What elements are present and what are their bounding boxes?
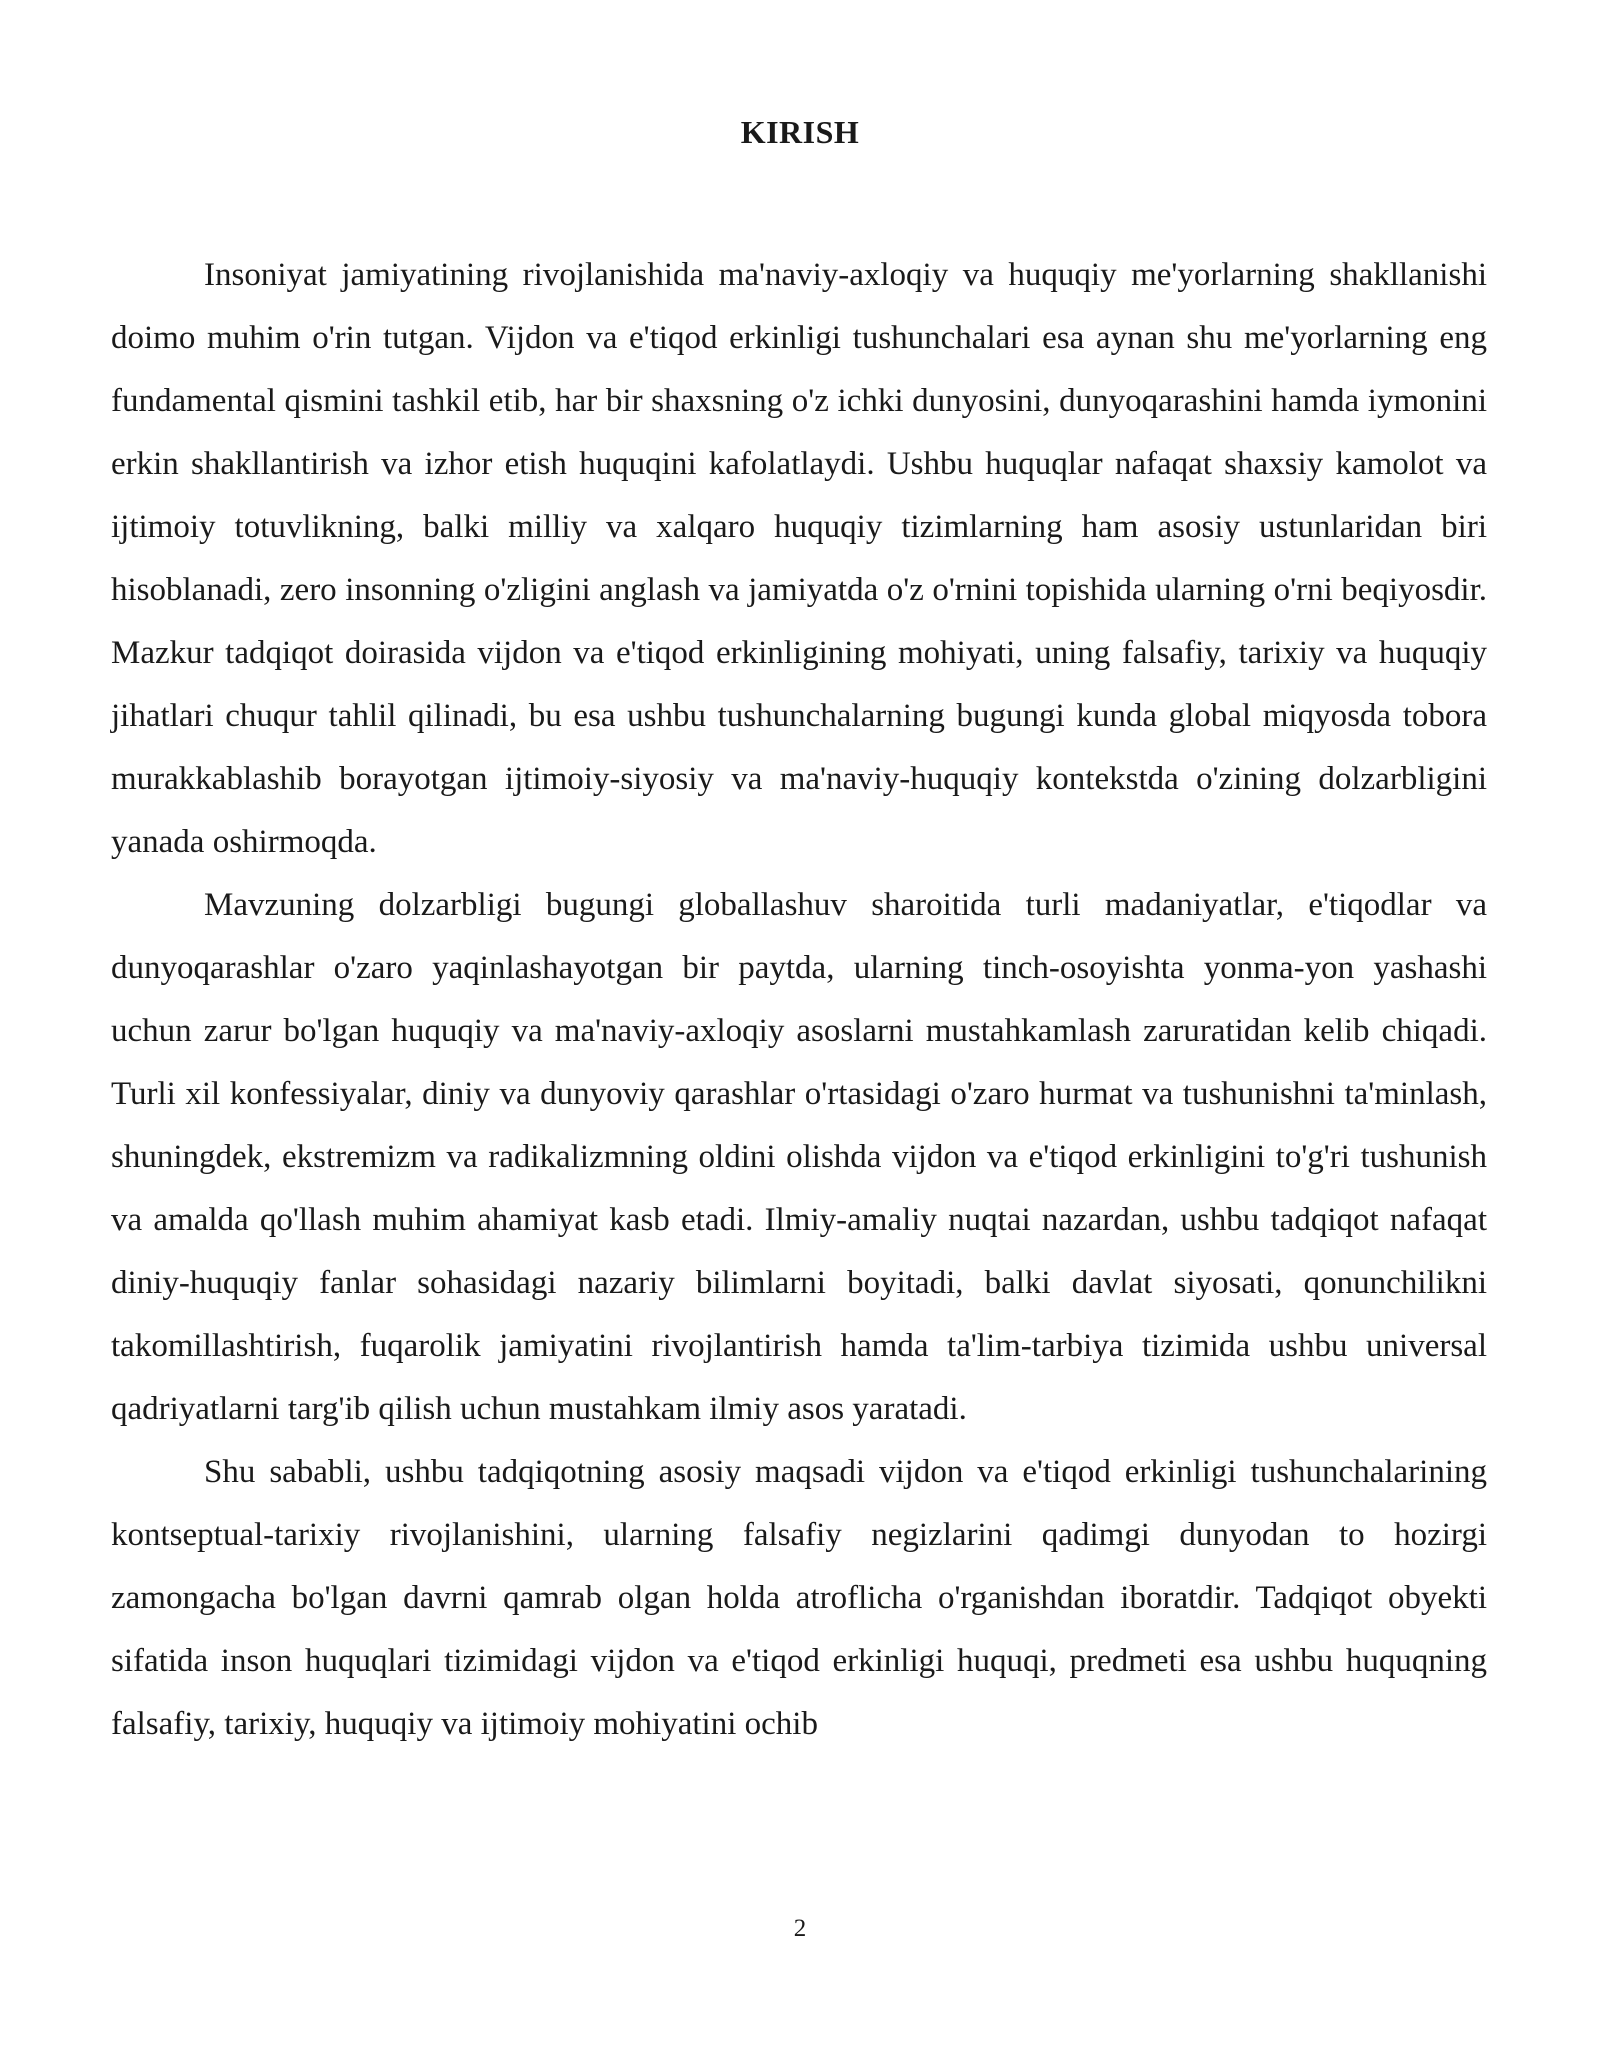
page-heading: KIRISH bbox=[740, 114, 860, 150]
page-number: 2 bbox=[793, 1915, 807, 1942]
body-text bbox=[111, 244, 1487, 1756]
paragraph-2: Mavzuning dolzarbligi bugungi globallashuv sharoitida turli madaniyatlar, e'tiqodlar va dunyoqarashlar o'zaro yaqinlashayotgan bir paytda, ularning tinch-osoyishta yonma-yon yashashi uchun zarur bo'lgan huquqiy va ma'naviy-axloqiy asoslarni mustahkamlash zaruratidan kelib chiqadi. Turli xil konfessiyalar, diniy va dunyoviy qarashlar o'rtasidagi o'zaro hurmat va tushunishni ta'minlash, shuningdek, ekstremizm va radikalizmning oldini olishda vijdon va e'tiqod erkinligini to'g'ri tushunish va amalda qo'llash muhim ahamiyat kasb etadi. Ilmiy-amaliy nuqtai nazardan, ushbu tadqiqot nafaqat diniy-huquqiy fanlar sohasidagi nazariy bilimlarni boyitadi, balki davlat siyosati, qonunchilikni takomillashtirish, fuqarolik jamiyatini rivojlantirish hamda ta'lim-tarbiya tizimida ushbu universal qadriyatlarni targ'ib qilish uchun mustahkam ilmiy asos yaratadi. bbox=[111, 887, 1487, 1427]
paragraph-1: Insoniyat jamiyatining rivojlanishida ma'naviy-axloqiy va huquqiy me'yorlarning shakllanishi doimo muhim o'rin tutgan. Vijdon va e'tiqod erkinligi tushunchalari esa aynan shu me'yorlarning eng fundamental qismini tashkil etib, har bir shaxsning o'z ichki dunyosini, dunyoqarashini hamda iymonini erkin shakllantirish va izhor etish huquqini kafolatlaydi. Ushbu huquqlar nafaqat shaxsiy kamolot va ijtimoiy totuvlikning, balki milliy va xalqaro huquqiy tizimlarning ham asosiy ustunlaridan biri hisoblanadi, zero insonning o'zligini anglash va jamiyatda o'z o'rnini topishida ularning o'rni beqiyosdir. Mazkur tadqiqot doirasida vijdon va e'tiqod erkinligining mohiyati, uning falsafiy, tarixiy va huquqiy jihatlari chuqur tahlil qilinadi, bu esa ushbu tushunchalarning bugungi kunda global miqyosda tobora murakkablashib borayotgan ijtimoiy-siyosiy va ma'naviy-huquqiy kontekstda o'zining dolzarbligini yanada oshirmoqda. bbox=[111, 257, 1487, 860]
paragraph-3: Shu sababli, ushbu tadqiqotning asosiy maqsadi vijdon va e'tiqod erkinligi tushunchalarining kontseptual-tarixiy rivojlanishini, ularning falsafiy negizlarini qadimgi dunyodan to hozirgi zamongacha bo'lgan davrni qamrab olgan holda atroflicha o'rganishdan iboratdir. Tadqiqot obyekti sifatida inson huquqlari tizimidagi vijdon va e'tiqod erkinligi huquqi, predmeti esa ushbu huquqning falsafiy, tarixiy, huquqiy va ijtimoiy mohiyatini ochib bbox=[111, 1454, 1487, 1742]
